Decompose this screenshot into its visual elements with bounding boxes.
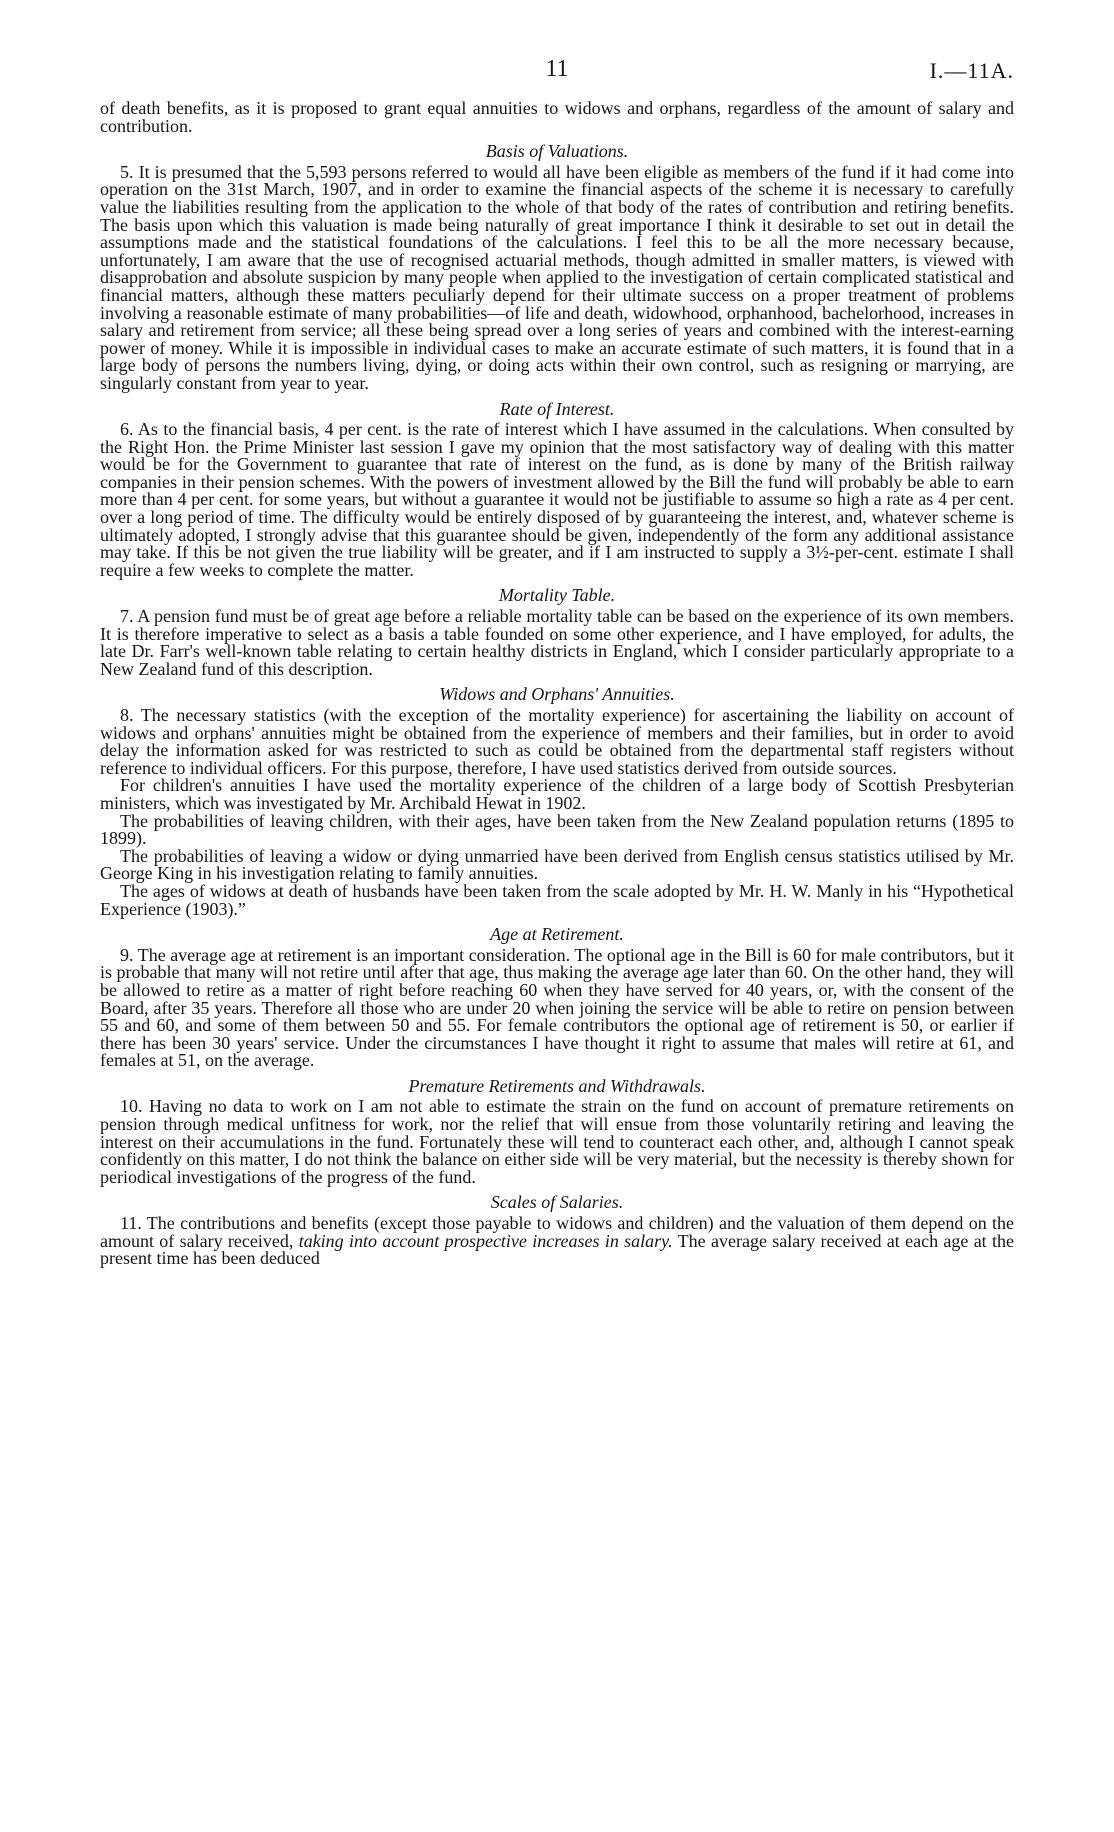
paragraph-8-ages-widows: The ages of widows at death of husbands have been taken from the scale adopted by Mr. H. W. Manly in his “Hypothetical Experience (1903).” bbox=[100, 880, 1014, 919]
paragraph-5: 5. It is presumed that the 5,593 persons referred to would all have been eligible as members of the fund if it had come into operation on the 31st March, 1907, and in order to examine the financial aspects of the scheme it is necessary to carefully value the liabilities resulting from the application to the whole of that body of the rates of contribution and retiring benefits. The basis upon which this valuation is made being naturally of great importance I think it desirable to set out in detail the assumptions made and the statistical foundations of the calculations. I feel this to be all the more necessary because, unfortunately, I am aware that the use of recognised actuarial methods, though admitted in smaller matters, is viewed with disapprobation and absolute suspicion by many people when applied to the investigation of certain complicated statistical and financial matters, although these matters peculiarly depend for their ultimate success on a proper treatment of problems involving a reasonable estimate of many probabilities—of life and death, widowhood, orphanhood, bachelorhood, increases in salary and retirement from service; all these being spread over a long series of years and combined with the interest-earning power of money. While it is impossible in individual cases to make an accurate estimate of such matters, it is found that in a large body of persons the numbers living, dying, or doing acts within their own control, such as resigning or marrying, are singularly constant from year to year. bbox=[100, 161, 1014, 393]
paragraph-8-probabilities-widow: The probabilities of leaving a widow or dying unmarried have been derived from English census statistics utilised by Mr. George King in his investigation relating to family annuities. bbox=[100, 845, 1014, 884]
section-title-premature: Premature Retirements and Withdrawals. bbox=[408, 1075, 706, 1096]
paragraph-7: 7. A pension fund must be of great age before a reliable mortality table can be based on the experience of its own members. It is therefore imperative to select as a basis a table founded on some other experience, and I have employed, for adults, the late Dr. Farr's well-known table relating to certain healthy districts in England, which I consider particularly appropriate to a New Zealand fund of this description. bbox=[100, 606, 1014, 679]
page-number: 11 bbox=[545, 56, 569, 82]
paragraph-6: 6. As to the financial basis, 4 per cent. is the rate of interest which I have assumed in the calculations. When consulted by the Right Hon. the Prime Minister last session I gave my opinion that the most satisfactory way of dealing with this matter would be for the Government to guarantee that rate of interest on the fund, as is done by many of the British railway companies in their pension schemes. With the powers of investment allowed by the Bill the fund will probably be able to earn more than 4 per cent. for some years, but without a guarantee it would not be justifiable to assume so high a rate as 4 per cent. over a long period of time. The difficulty would be entirely disposed of by guaranteeing the interest, and, whatever scheme is ultimately adopted, I strongly advise that this guarantee should be given, independently of the form any additional assistance may take. If this be not given the true liability will be greater, and if I am instructed to supply a 3½-per-cent. estimate I shall require a few weeks to complete the matter. bbox=[100, 419, 1014, 580]
section-title-salaries: Scales of Salaries. bbox=[490, 1192, 624, 1213]
paragraph-11-end: The average salary received at each age at the present time has been deduced bbox=[100, 1230, 1014, 1269]
section-title-widows: Widows and Orphans' Annuities. bbox=[439, 684, 675, 705]
paragraph-11 bbox=[100, 1215, 1014, 1268]
document-reference: I.—11A. bbox=[929, 58, 1014, 83]
paragraph-11-start: 11. The contributions and benefits (except those payable to widows and children) and the valuation of them depend on the amount of salary received, bbox=[100, 1213, 1014, 1251]
paragraph-11-italic: taking into account prospective increases in salary. bbox=[298, 1230, 673, 1251]
paragraph-8-children: For children's annuities I have used the mortality experience of the children of a large body of Scottish Presbyterian ministers, which was investigated by Mr. Archibald Hewat in 1902. bbox=[100, 775, 1014, 813]
paragraph-8-probabilities-children: The probabilities of leaving children, with their ages, have been taken from the New Zealand population returns (1895 to 1899). bbox=[100, 810, 1014, 849]
section-title-basis: Basis of Valuations. bbox=[485, 141, 629, 162]
section-title-retirement: Age at Retirement. bbox=[490, 924, 624, 945]
paragraph-10: 10. Having no data to work on I am not able to estimate the strain on the fund on account of premature retirements on pension through medical unfitness for work, nor the relief that will ensue from those voluntarily retiring and leaving the interest on their accumulations in the fund. Fortunately these will tend to counteract each other, and, although I cannot speak confidently on this matter, I do not think the balance on either side will be very material, but the necessity is thereby shown for periodical investigations of the progress of the fund. bbox=[100, 1096, 1014, 1187]
intro-paragraph: of death benefits, as it is proposed to grant equal annuities to widows and orphans, regardless of the amount of salary and contribution. bbox=[100, 98, 1014, 136]
section-title-interest: Rate of Interest. bbox=[499, 398, 615, 419]
body-text bbox=[100, 100, 1014, 1268]
section-title-mortality: Mortality Table. bbox=[498, 585, 616, 606]
paragraph-9: 9. The average age at retirement is an important consideration. The optional age in the Bill is 60 for male contributors, but it is probable that many will not retire until after that age, thus making the average age later than 60. On the other hand, they will be allowed to retire as a matter of right before reaching 60 when they have served for 40 years, or, with the consent of the Board, after 35 years. Therefore all those who are under 20 when joining the service will be able to retire on pension between 55 and 60, and some of them between 50 and 55. For female contributors the optional age of retirement is 50, or earlier if there has been 30 years' service. Under the circumstances I have thought it right to assume that males will retire at 61, and females at 51, on the average. bbox=[100, 944, 1014, 1071]
page-header bbox=[100, 56, 1014, 100]
paragraph-8: 8. The necessary statistics (with the exception of the mortality experience) for ascertaining the liability on account of widows and orphans' annuities might be obtained from the experience of members and their families, but in order to avoid delay the information asked for was restricted to such as could be obtained from the departmental staff registers without reference to individual officers. For this purpose, therefore, I have used statistics derived from outside sources. bbox=[100, 705, 1014, 778]
